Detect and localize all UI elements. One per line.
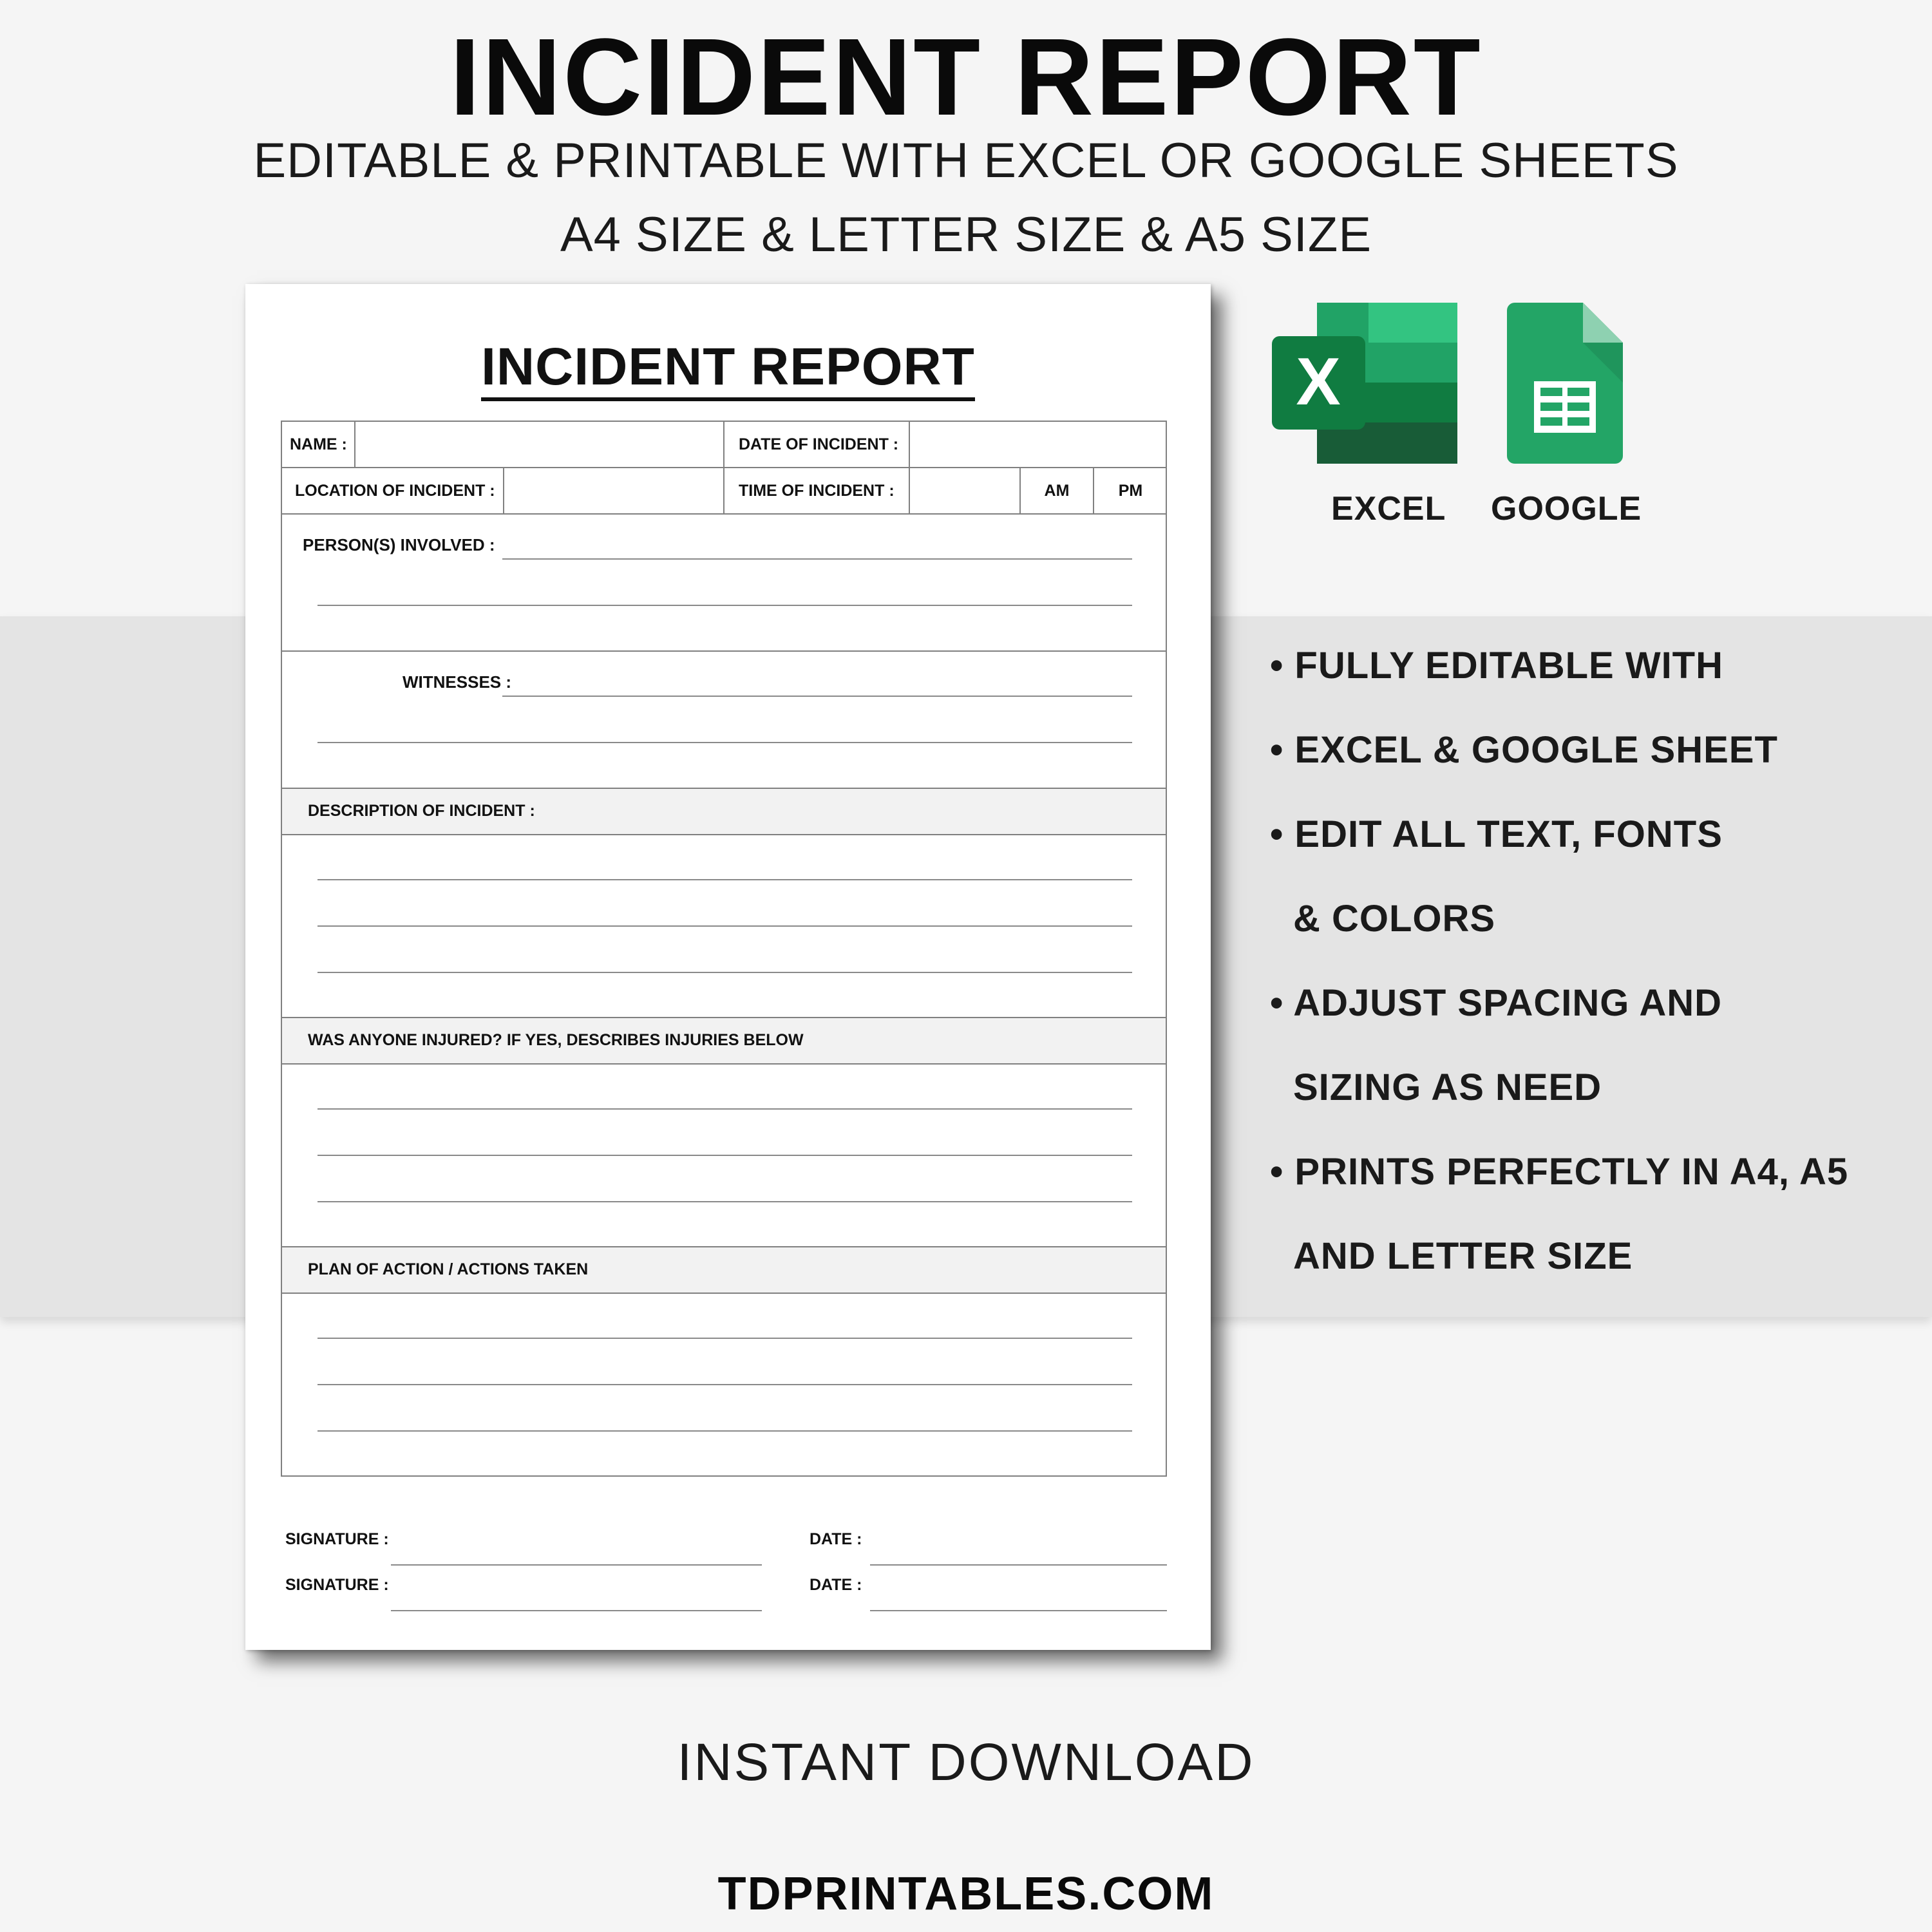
subtitle-editable: EDITABLE & PRINTABLE WITH EXCEL OR GOOGLE SHEETS [253,133,1679,188]
form-row-location [282,468,1166,515]
feature-item: SIZING AS NEED [1293,1066,1602,1108]
subtitle-sizes: A4 SIZE & LETTER SIZE & A5 SIZE [560,207,1372,262]
description-line[interactable] [317,972,1132,973]
name-field[interactable] [355,422,724,467]
date-line[interactable] [870,1564,1167,1566]
injured-line[interactable] [317,1155,1132,1156]
witnesses-line[interactable] [502,696,1132,697]
feature-item: • EDIT ALL TEXT, FONTS [1270,813,1723,855]
plan-header [282,1247,1166,1294]
persons-involved-section [282,515,1166,652]
description-body [282,835,1166,1018]
name-label: NAME : [282,422,355,467]
signature-label: SIGNATURE : [285,1576,389,1594]
feature-item: & COLORS [1293,898,1496,940]
website-link[interactable]: TDPRINTABLES.COM [717,1868,1215,1920]
time-of-incident-label: TIME OF INCIDENT : [724,468,910,513]
google-label: GOOGLE [1491,490,1642,527]
pm-option[interactable]: PM [1118,481,1143,500]
location-label: LOCATION OF INCIDENT : [282,468,504,513]
persons-line[interactable] [502,558,1132,560]
description-header [282,789,1166,835]
plan-body [282,1294,1166,1475]
feature-item: • ADJUST SPACING AND [1270,982,1722,1024]
signature-line[interactable] [391,1610,762,1611]
feature-item: AND LETTER SIZE [1293,1235,1633,1277]
time-of-incident-field[interactable] [910,468,1021,513]
injured-line[interactable] [317,1108,1132,1110]
witnesses-line[interactable] [317,742,1132,743]
persons-involved-label: PERSON(S) INVOLVED : [303,535,495,554]
persons-line[interactable] [317,605,1132,606]
witnesses-label: WITNESSES : [402,672,512,692]
date-label: DATE : [810,1576,862,1594]
form-grid [281,421,1167,1477]
plan-label: PLAN OF ACTION / ACTIONS TAKEN [308,1260,589,1278]
plan-line[interactable] [317,1430,1132,1432]
google-sheets-icon [1507,303,1623,465]
description-label: DESCRIPTION OF INCIDENT : [308,802,535,820]
form-title: INCIDENT REPORT [245,337,1211,397]
description-line[interactable] [317,879,1132,880]
excel-icon [1272,303,1459,465]
description-line[interactable] [317,925,1132,927]
signature-label: SIGNATURE : [285,1530,389,1548]
feature-item: • EXCEL & GOOGLE SHEET [1270,729,1778,771]
injured-line[interactable] [317,1201,1132,1202]
excel-label: EXCEL [1331,490,1446,527]
witnesses-section [282,652,1166,789]
injured-body [282,1065,1166,1247]
feature-item: • FULLY EDITABLE WITH [1270,645,1724,687]
form-row-name [282,422,1166,468]
instant-download-text: INSTANT DOWNLOAD [677,1733,1255,1792]
am-option[interactable]: AM [1021,468,1094,513]
injured-header [282,1018,1166,1065]
plan-line[interactable] [317,1384,1132,1385]
signature-line[interactable] [391,1564,762,1566]
location-field[interactable] [504,468,724,513]
injured-label: WAS ANYONE INJURED? IF YES, DESCRIBES INJURIES BELOW [308,1031,804,1049]
page-title: INCIDENT REPORT [450,16,1482,138]
date-of-incident-label: DATE OF INCIDENT : [724,422,910,467]
feature-item: • PRINTS PERFECTLY IN A4, A5 [1270,1151,1849,1193]
plan-line[interactable] [317,1338,1132,1339]
svg-text:X: X [1296,345,1341,419]
date-line[interactable] [870,1610,1167,1611]
date-of-incident-field[interactable] [910,422,1167,467]
form-preview-sheet [245,284,1211,1650]
date-label: DATE : [810,1530,862,1548]
